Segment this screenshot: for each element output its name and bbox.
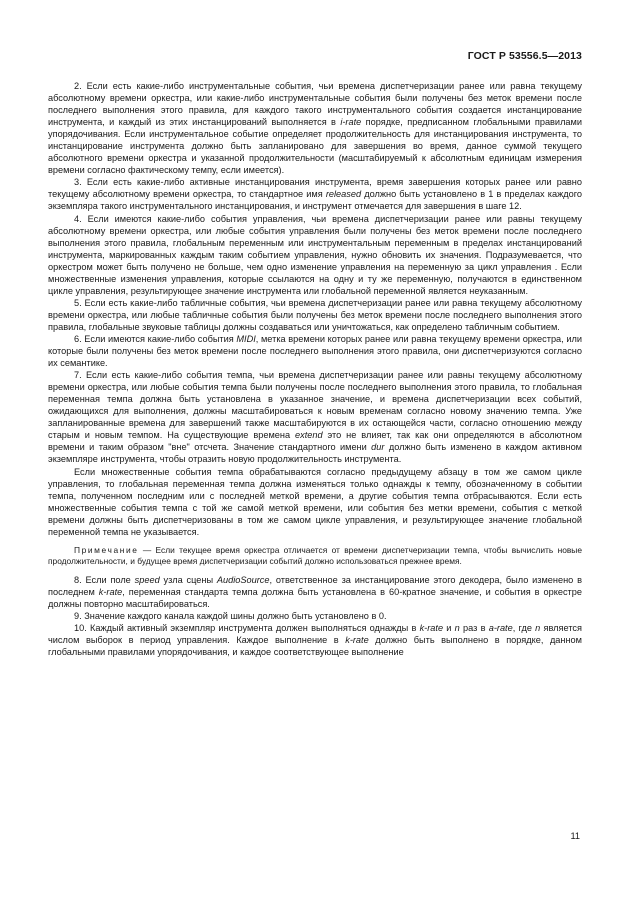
text-run: k-rate (345, 635, 369, 646)
text-run: 7. Если есть какие-либо события темпа, чьи времена диспетчеризации ранее или равны текущему абсолютному времени оркестра, или любые события темпа были получены после последнего выполнения этого правила, то глобальная переменная темпа должна быть установлена в указанное значение, и времена диспетчеризации всех событий, ожидающихся для выполнения, должны масштабироваться к новым временам согласно новому значению темпа. Уже запланированные времена для завершений также масштабируются в их остающейся части, согласно отношению между старым и новым темпом. На существующие времена (48, 370, 582, 441)
text-run: должно быть выполнено в порядке, данном глобальными правилами упорядочивания, и каждое соответствующее выполнение (48, 635, 582, 658)
paragraph-p4 (48, 213, 582, 297)
text-run: является числом выборок в период управления. Каждое выполнение в (48, 622, 582, 646)
paragraph-p6 (48, 333, 582, 369)
text-run: 4. Если имеются какие-либо события управления, чьи времена диспетчеризации ранее или равны текущему абсолютному времени оркестра, или любые события управления были получены без меток времени после последнего выполнения этого правила, глобальным переменным или инструментальным переменным в пределах инстанцирований инструмента, маркированных каждым таким событием управления, нужно обновить их значения. Подразумевается, что оркестром может быть получено не больше, чем одно изменение управления на переменную за цикл управления . Если множественные изменения управления, которые ссылаются на одну и ту же переменную, получаются в единственном цикле управления, результирующее значение инструмента или глобальной переменной является неуказанным. (48, 213, 582, 296)
text-run: AudioSource (216, 574, 270, 585)
page-number: 11 (570, 831, 580, 841)
text-run: порядке, предписанном глобальными правилами упорядочивания. Если инструментальное событие определяет продолжительность для инстанцирования инструмента, то инстанцирование инструмента должно быть запланировано для завершения во время, данное суммой текущего абсолютного времени оркестра и указанной продолжительности (масштабируемый к абсолютным единицам измерения времени согласно фактическому темпу, если имеется). (48, 117, 582, 176)
text-run: , метка времени которых ранее или равна текущему времени оркестра, или которые были получены без меток времени после последнего выполнения этого правила, они диспетчеризуются согласно их семантике. (48, 333, 582, 369)
paragraph-p7b (48, 466, 582, 538)
text-run: и (443, 622, 455, 633)
text-run: узла сцены (159, 574, 217, 585)
text-run: , где (512, 622, 536, 633)
text-run: released (325, 189, 362, 200)
text-run: 8. Если поле (74, 574, 135, 585)
paragraph-p10 (48, 622, 582, 658)
text-run: k-rate (98, 586, 123, 597)
text-run: — Если текущее время оркестра отличается от времени диспетчеризации темпа, чтобы вычислить новые продолжительности, и будущее время диспетчеризации событий должно использоваться прежнее время. (48, 544, 582, 566)
text-run: 9. Значение каждого канала каждой шины должно быть установлено в 0. (74, 610, 387, 621)
text-run: MIDI (236, 333, 256, 344)
paragraph-p8 (48, 574, 582, 610)
text-run: это не влияет, так как они определяются в абсолютном времени и таким образом "вне" отсчета. Значение стандартного имени (48, 430, 582, 453)
text-run: раз в (459, 622, 489, 633)
text-run: Если множественные события темпа обрабатываются согласно предыдущему абзацу в том же самом цикле управления, то глобальная переменная темпа должна изменяться только однажды к темпу, обозначенному в событии темпа, полученном последним или с последней меткой времени, а другие события темпа отбрасываются. Если есть множественные события темпа с той же самой меткой времени, или события без метки времени, события с меткой времени должны быть диспетчеризованы в том же самом цикле управления, и результирующее значение глобальной переменной темпа не указывается. (48, 466, 582, 537)
text-run: i-rate (340, 117, 362, 128)
text-run: , ответственное за инстанцирование этого декодера, было изменено в последнем (48, 574, 582, 597)
paragraph-p7 (48, 369, 582, 465)
text-run: 5. Если есть какие-либо табличные события, чьи времена диспетчеризации ранее или равна текущему абсолютному времени оркестра, или любые табличные события были получены без меток времени после последнего выполнения этого правила, глобальные звуковые таблицы должны создаваться или уничтожаться, как определено табличным событием. (48, 297, 582, 332)
text-run: n (454, 622, 460, 633)
text-run: должно быть установлено в 1 в пределах каждого экземпляра такого инструментального инстанцирования, и инструмент отмечается для завершения в шаге 12. (48, 189, 582, 212)
text-run: Примечание (74, 544, 139, 555)
text-run: dur (371, 442, 385, 453)
paragraph-p3 (48, 176, 582, 212)
text-run: 10. Каждый активный экземпляр инструмента должен выполняться однажды в (74, 622, 420, 633)
text-run: должно быть изменено в каждом активном экземпляре инструмента, чтобы отразить новую продолжительность инструмента. (48, 442, 582, 465)
text-run: k-rate (419, 622, 444, 633)
text-run: , переменная стандарта темпа должна быть установлена в 60-кратное значение, и события в оркестре должны повторно масштабироваться. (48, 586, 582, 609)
text-run: 3. Если есть какие-либо активные инстанцирования инструмента, время завершения которых ранее или равно текущему абсолютному времени оркестра, то стандартное имя (48, 177, 582, 200)
paragraph-p2 (48, 80, 582, 176)
standard-header: ГОСТ Р 53556.5—2013 (467, 50, 582, 62)
text-run: extend (295, 430, 323, 441)
paragraph-p9 (48, 610, 582, 622)
text-run: a-rate (488, 622, 513, 633)
text-run: 2. Если есть какие-либо инструментальные события, чьи времена диспетчеризации ранее или равна текущему абсолютному времени оркестра, или какие-либо инструментальные события были получены без меток времени после последнего выполнения этого правила, для каждого такого инструментального события создается инстанцирование инструмента, и каждый из этих инстанцирований выполняется в (48, 81, 582, 128)
paragraph-p5 (48, 297, 582, 333)
text-run: speed (134, 574, 160, 585)
note-paragraph (48, 545, 582, 567)
body-text (48, 80, 582, 658)
text-run: n (535, 622, 541, 633)
text-run: 6. Если имеются какие-либо события (74, 333, 237, 344)
